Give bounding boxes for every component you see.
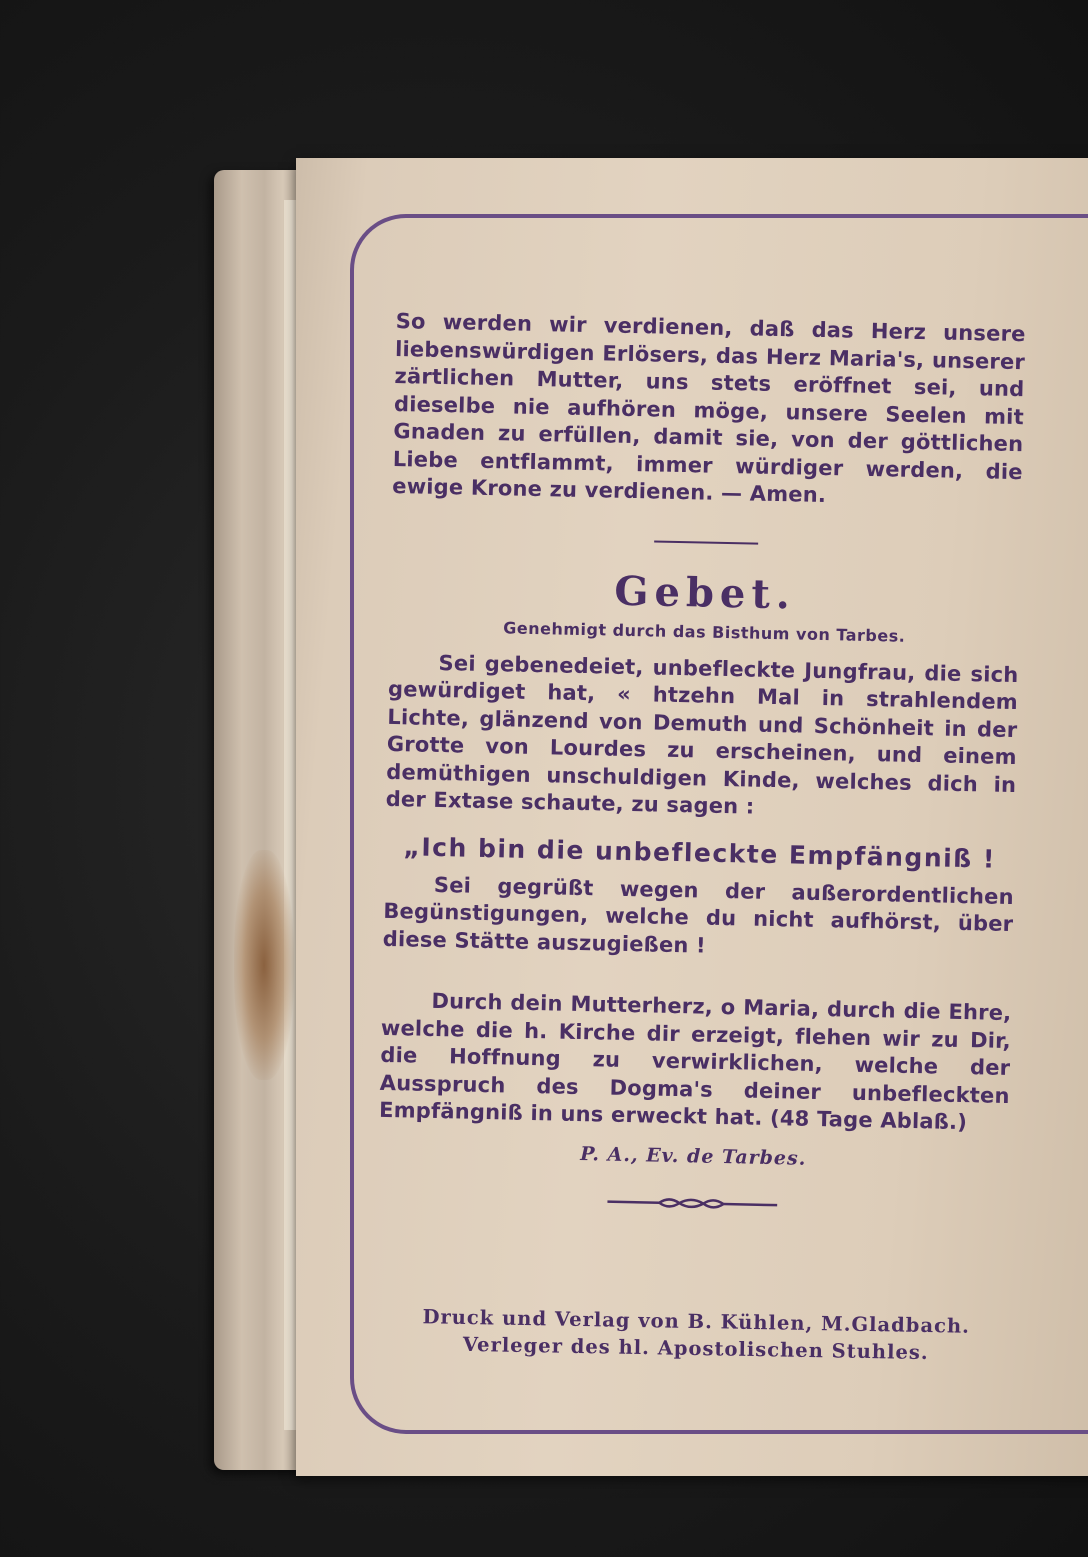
section-divider — [654, 540, 758, 544]
water-stain — [234, 850, 294, 1080]
signature-line: P. A., Ev. de Tarbes. — [580, 1142, 807, 1170]
prayer-paragraph-3: Durch dein Mutterherz, o Maria, durch die Ehre, welche die h. Kirche dir erzeigt, flehen wir zu Dir, die Hoffnung zu verwirklichen, welche der Ausspruch des Dogma's deiner unbefleckten Empfängniß in uns erweckt hat. (48 Tage Ablaß.) — [378, 988, 1012, 1135]
imprint-line-2: Verleger des hl. Apostolischen Stuhles. — [462, 1332, 929, 1365]
book-page-edges — [214, 170, 306, 1470]
prayer-heading: Gebet. — [613, 567, 797, 618]
prayer-page — [296, 158, 1088, 1476]
prayer-paragraph-1: Sei gebenedeiet, unbefleckte Jungfrau, die sich gewürdiget hat, « htzehn Mal in strahlendem Lichte, glänzend von Demuth und Schönheit in der Grotte von Lourdes zu erscheinen, und einem demüthigen unschuldigen Kinde, welches dich in der Extase schaute, zu sagen : — [385, 650, 1019, 819]
prayer-paragraph-2: Sei gegrüßt wegen der außerordentlichen Begünstigungen, welche du nicht aufhörst, über diese Stätte auszugießen ! — [382, 872, 1015, 958]
exclamation-line: „Ich bin die unbefleckte Empfängniß ! — [403, 831, 997, 874]
imprint-line-1: Druck und Verlag von B. Kühlen, M.Gladbach. — [422, 1305, 971, 1338]
approval-note: Genehmigt durch das Bisthum von Tarbes. — [503, 617, 906, 646]
page-text-block — [377, 308, 1026, 1217]
closing-paragraph: So werden wir verdienen, daß das Herz unsere liebenswürdigen Erlösers, das Herz Maria's, unserer zärtlichen Mutter, uns stets eröffnet sei, und dieselbe nie aufhören möge, unsere Seelen mit Gnaden zu erfüllen, damit sie, von der göttlichen Liebe entflammt, immer würdiger werden, die ewige Krone zu verdienen. — Amen. — [392, 308, 1026, 508]
